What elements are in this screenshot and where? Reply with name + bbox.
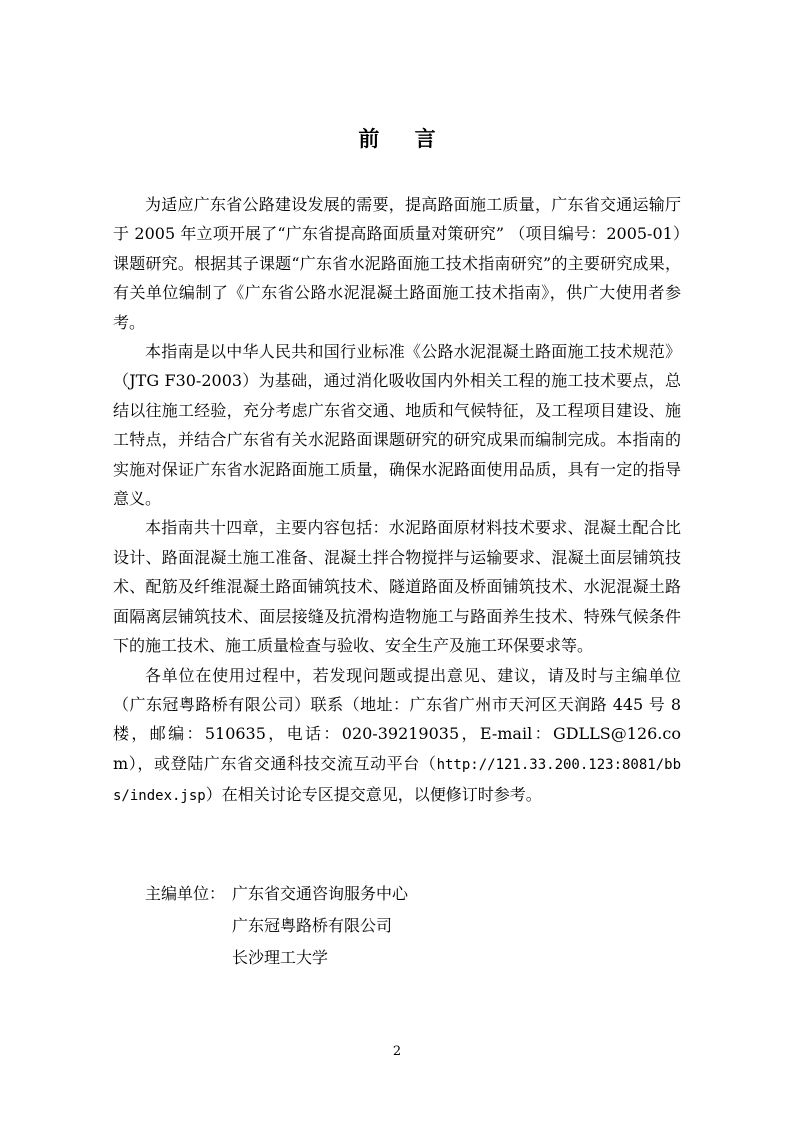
editor-row-1 xyxy=(145,878,408,910)
editor-units xyxy=(145,878,408,974)
preface-body xyxy=(113,190,681,812)
editor-unit: 广东省交通咨询服务中心 xyxy=(232,884,409,903)
editor-label: 主编单位： xyxy=(145,884,226,903)
paragraph-4 xyxy=(113,661,681,812)
page-title: 前 言 xyxy=(358,126,450,151)
paragraph-3: 本指南共十四章，主要内容包括：水泥路面原材料技术要求、混凝土配合比设计、路面混凝土施工准备、混凝土拌合物搅拌与运输要求、混凝土面层铺筑技术、配筋及纤维混凝土路面铺筑技术、隧道路面及桥面铺筑技术、水泥混凝土路面隔离层铺筑技术、面层接缝及抗滑构造物施工与路面养生技术、特殊气候条件下的施工技术、施工质量检查与验收、安全生产及施工环保要求等。 xyxy=(113,518,681,656)
forum-url: http://121.33.200.123:8081/bbs/index.jsp xyxy=(113,756,681,805)
editor-row-3 xyxy=(145,942,408,974)
editor-unit: 长沙理工大学 xyxy=(232,948,329,967)
paragraph-1: 为适应广东省公路建设发展的需要，提高路面施工质量，广东省交通运输厅于 2005 年立项开展了“广东省提高路面质量对策研究” （项目编号：2005-01）课题研究。根据其子课题“广东省水泥路面施工技术指南研究”的主要研究成果，有关单位编制了《广东省公路水泥混凝土路面施工技术指南》，供广大使用者参考。 xyxy=(113,195,681,332)
paragraph-2: 本指南是以中华人民共和国行业标准《公路水泥混凝土路面施工技术规范》（JTG F30-2003）为基础，通过消化吸收国内外相关工程的施工技术要点，总结以往施工经验，充分考虑广东省交通、地质和气候特征，及工程项目建设、施工特点，并结合广东省有关水泥路面课题研究的研究成果而编制完成。本指南的实施对保证广东省水泥路面施工质量，确保水泥路面使用品质，具有一定的指导意义。 xyxy=(113,342,681,509)
paragraph-4-text-after: ）在相关讨论专区提交意见，以便修订时参考。 xyxy=(205,785,542,805)
page-number: 2 xyxy=(392,1044,402,1059)
editor-row-2 xyxy=(145,910,408,942)
editor-unit: 广东冠粤路桥有限公司 xyxy=(232,916,393,935)
paragraph-4-text-before: 各单位在使用过程中，若发现问题或提出意见、建议，请及时与主编单位（广东冠粤路桥有限公司）联系（地址：广东省广州市天河区天润路 445 号 8 楼，邮编：510635，电话：020-39219035，E-mail：GDLLS@126.com），或登陆广东省交通科技交流互动平台（ xyxy=(113,665,681,773)
